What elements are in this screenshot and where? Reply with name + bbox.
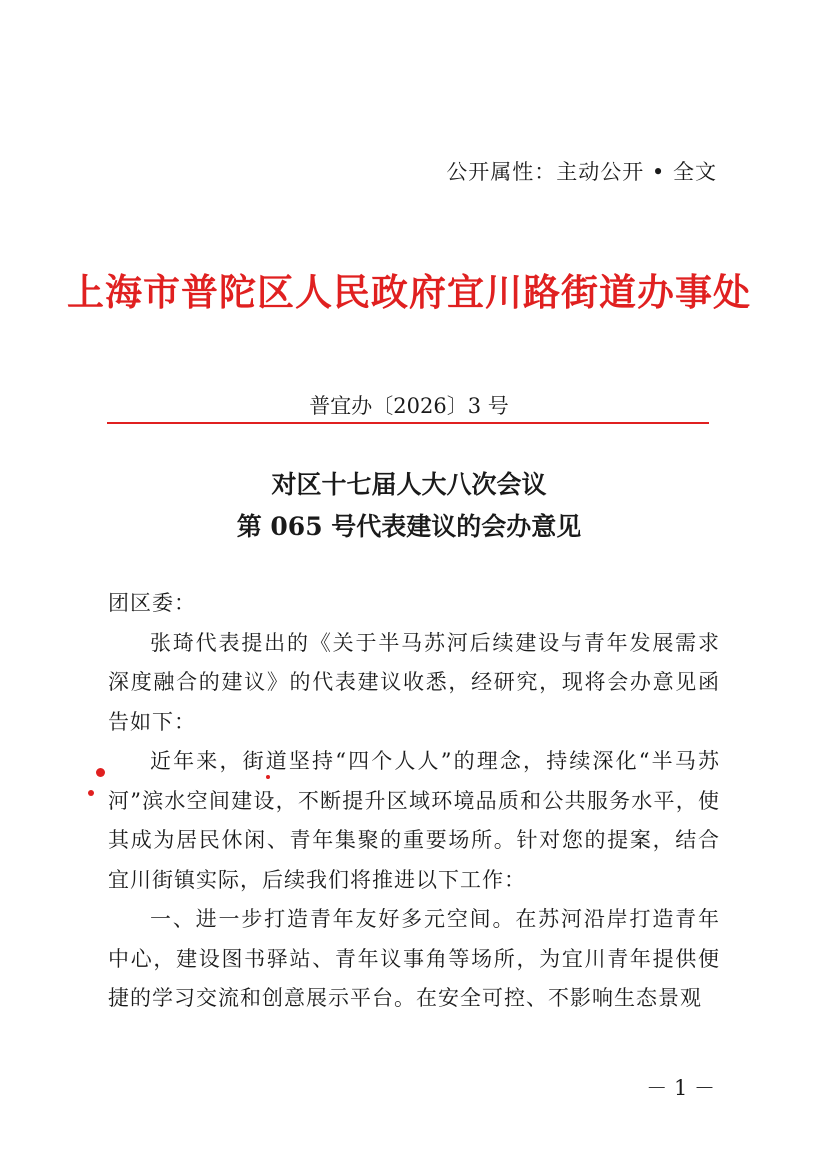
page-number: － 1 － [646,1076,715,1100]
document-title-line-2: 第 065 号代表建议的会办意见 [236,512,582,541]
body-paragraph-3: 一、进一步打造青年友好多元空间。在苏河沿岸打造青年中心，建设图书驿站、青年议事角等场所，为宜川青年提供便捷的学习交流和创意展示平台。在安全可控、不影响生态景观 [108,907,720,1010]
seal-mark-1 [96,768,105,777]
seal-mark-2 [88,790,94,796]
red-divider-line [107,422,709,424]
body-paragraph-1: 张琦代表提出的《关于半马苏河后续建设与青年发展需求深度融合的建议》的代表建议收悉，经研究，现将会办意见函告如下： [108,630,720,734]
document-body [108,584,720,1019]
document-number: 普宜办〔2026〕3 号 [309,394,509,418]
issuing-organization-header: 上海市普陀区人民政府宜川路街道办事处 [67,270,751,314]
document-title-line-1: 对区十七届人大八次会议 [271,470,547,499]
salutation: 团区委： [108,591,196,615]
body-paragraph-2: 近年来，街道坚持“四个人人”的理念，持续深化“半马苏河”滨水空间建设，不断提升区域环境品质和公共服务水平，使其成为居民休闲、青年集聚的重要场所。针对您的提案，结合宜川街镇实际，后续我们将推进以下工作： [108,749,720,892]
disclosure-attribute: 公开属性：主动公开 • 全文 [446,160,717,184]
seal-mark-3 [266,775,270,779]
